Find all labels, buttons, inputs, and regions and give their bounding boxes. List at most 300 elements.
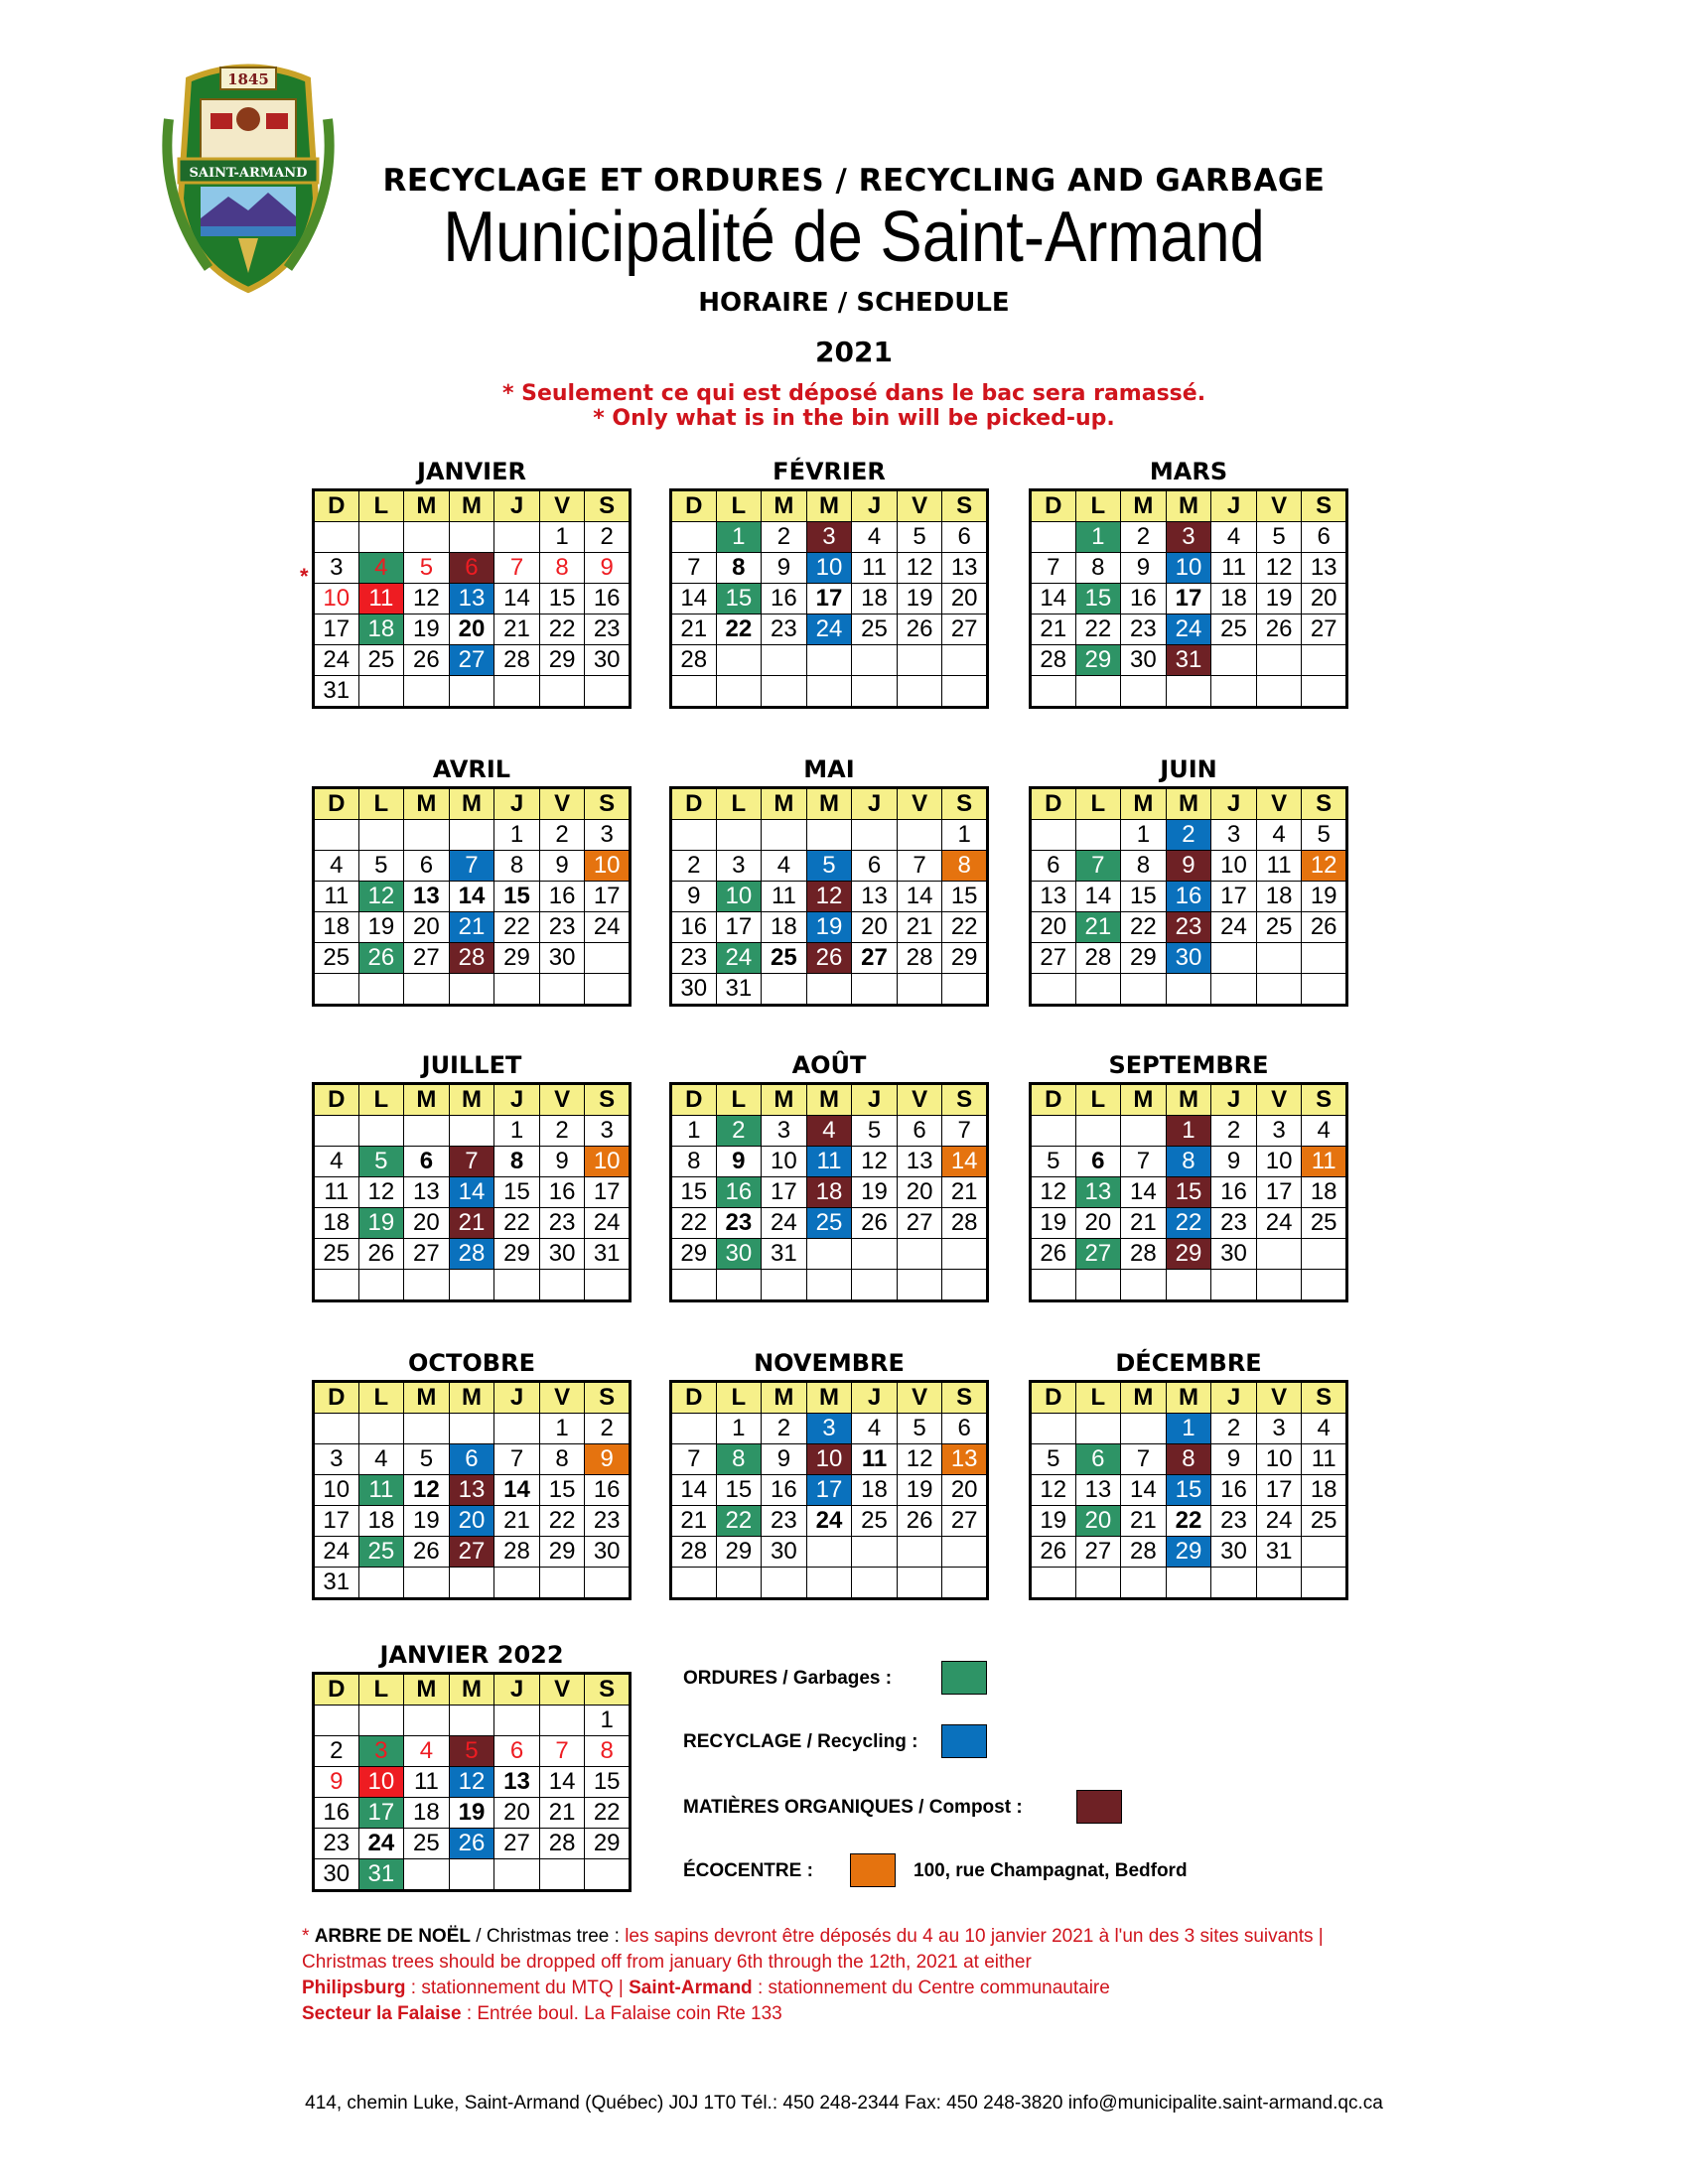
day-cell: 12	[449, 1767, 494, 1798]
day-header: D	[314, 1382, 359, 1414]
day-cell: 10	[585, 1147, 631, 1177]
day-cell: 20	[404, 1208, 450, 1239]
month-table	[312, 1380, 632, 1600]
day-cell: 30	[762, 1537, 807, 1568]
day-header: D	[1031, 1084, 1076, 1116]
day-cell: 20	[404, 912, 450, 943]
day-cell: 21	[1121, 1506, 1167, 1537]
day-cell: 12	[897, 1444, 942, 1475]
month-calendar	[312, 1638, 632, 1892]
day-cell	[1302, 1270, 1347, 1301]
day-cell	[449, 676, 494, 708]
day-cell: 16	[314, 1798, 359, 1829]
week-row	[314, 974, 631, 1006]
day-header: L	[358, 788, 404, 820]
ecocentre-address: 100, rue Champagnat, Bedford	[914, 1860, 1188, 1881]
day-cell: 17	[1211, 882, 1257, 912]
day-cell: 23	[762, 1506, 807, 1537]
week-row	[671, 584, 988, 614]
site-philipsburg-text: : stationnement du MTQ |	[405, 1978, 630, 1998]
day-cell: 18	[1211, 584, 1257, 614]
day-cell: 7	[1121, 1147, 1167, 1177]
week-row	[671, 974, 988, 1006]
day-cell	[762, 974, 807, 1006]
month-calendar	[312, 1048, 632, 1302]
day-cell: 3	[806, 1414, 852, 1444]
day-cell	[404, 1270, 450, 1301]
day-cell	[494, 676, 540, 708]
day-cell: 20	[897, 1177, 942, 1208]
day-cell: 5	[1031, 1444, 1076, 1475]
day-cell: 9	[762, 553, 807, 584]
day-header: V	[1256, 1382, 1302, 1414]
day-cell: 29	[1075, 645, 1121, 676]
day-cell: 23	[585, 1506, 631, 1537]
day-cell	[942, 1270, 988, 1301]
day-cell: 15	[494, 882, 540, 912]
legend-swatch	[1076, 1790, 1122, 1824]
day-cell: 28	[494, 1537, 540, 1568]
day-cell: 10	[762, 1147, 807, 1177]
day-cell: 10	[1211, 851, 1257, 882]
day-cell: 26	[404, 1537, 450, 1568]
schedule-year: 2021	[815, 336, 893, 368]
day-cell: 8	[539, 1444, 585, 1475]
day-cell: 25	[1256, 912, 1302, 943]
day-cell: 12	[404, 584, 450, 614]
day-header: M	[1121, 1382, 1167, 1414]
day-cell: 5	[449, 1736, 494, 1767]
day-cell	[897, 974, 942, 1006]
day-cell	[897, 1568, 942, 1599]
day-cell	[494, 974, 540, 1006]
day-cell: 12	[852, 1147, 898, 1177]
month-table	[312, 786, 632, 1007]
site-saint-armand-text: : stationnement du Centre communautaire	[752, 1978, 1110, 1998]
day-header: M	[449, 1084, 494, 1116]
day-cell	[762, 1270, 807, 1301]
day-cell	[314, 1414, 359, 1444]
day-cell: 22	[671, 1208, 717, 1239]
day-cell: 21	[494, 614, 540, 645]
day-cell: 17	[314, 614, 359, 645]
day-cell	[449, 820, 494, 851]
day-cell: 5	[404, 1444, 450, 1475]
day-cell: 2	[585, 522, 631, 553]
day-cell: 30	[1121, 645, 1167, 676]
day-cell	[1166, 1568, 1211, 1599]
day-cell: 2	[539, 820, 585, 851]
day-cell: 10	[806, 553, 852, 584]
day-cell: 5	[404, 553, 450, 584]
day-cell	[716, 1568, 762, 1599]
day-cell: 8	[942, 851, 988, 882]
municipal-address: 414, chemin Luke, Saint-Armand (Québec) J0J 1T0 Tél.: 450 248-2344 Fax: 450 248-3820 info@municipalite.saint-armand.qc.ca	[305, 2093, 1383, 2114]
day-cell	[358, 820, 404, 851]
day-cell: 13	[852, 882, 898, 912]
day-cell: 16	[539, 882, 585, 912]
day-cell: 22	[494, 1208, 540, 1239]
week-row	[314, 912, 631, 943]
day-cell	[1031, 1568, 1076, 1599]
day-cell	[942, 676, 988, 708]
day-cell: 6	[404, 1147, 450, 1177]
month-name: AOÛT	[791, 1051, 867, 1079]
day-cell	[1256, 943, 1302, 974]
week-row	[314, 676, 631, 708]
week-row	[1031, 676, 1347, 708]
day-header: M	[806, 1382, 852, 1414]
day-cell: 3	[358, 1736, 404, 1767]
week-row	[314, 1537, 631, 1568]
month-table	[1029, 1380, 1348, 1600]
day-cell	[852, 820, 898, 851]
day-header-row	[1031, 788, 1347, 820]
day-cell: 28	[539, 1829, 585, 1859]
day-header: D	[314, 490, 359, 522]
legend-swatch	[941, 1724, 987, 1758]
day-header: J	[494, 788, 540, 820]
week-row	[1031, 522, 1347, 553]
day-cell: 30	[314, 1859, 359, 1891]
day-cell	[1031, 1414, 1076, 1444]
day-cell: 13	[449, 584, 494, 614]
day-cell: 7	[449, 1147, 494, 1177]
day-cell: 26	[1031, 1239, 1076, 1270]
week-row	[671, 522, 988, 553]
day-cell	[449, 1706, 494, 1736]
day-cell	[806, 1568, 852, 1599]
day-cell: 13	[1031, 882, 1076, 912]
week-row	[314, 820, 631, 851]
day-header: S	[585, 1084, 631, 1116]
day-cell: 1	[494, 1116, 540, 1147]
day-cell: 22	[1166, 1506, 1211, 1537]
month-name: OCTOBRE	[408, 1349, 535, 1377]
day-header: M	[762, 490, 807, 522]
day-cell: 23	[539, 912, 585, 943]
day-cell	[897, 676, 942, 708]
day-cell: 14	[494, 1475, 540, 1506]
day-cell: 5	[897, 522, 942, 553]
day-cell: 25	[314, 1239, 359, 1270]
day-header: D	[314, 1674, 359, 1706]
day-cell: 22	[716, 614, 762, 645]
day-cell: 25	[404, 1829, 450, 1859]
day-cell: 8	[1166, 1147, 1211, 1177]
day-cell: 24	[1166, 614, 1211, 645]
day-cell: 3	[806, 522, 852, 553]
day-cell: 6	[1031, 851, 1076, 882]
month-name: JUIN	[1160, 755, 1217, 783]
day-cell: 1	[1121, 820, 1167, 851]
day-header: M	[1166, 788, 1211, 820]
day-cell: 17	[762, 1177, 807, 1208]
day-header: J	[1211, 1084, 1257, 1116]
day-cell: 28	[494, 645, 540, 676]
day-cell	[942, 974, 988, 1006]
day-cell	[1075, 1116, 1121, 1147]
day-cell: 22	[539, 614, 585, 645]
day-cell: 29	[585, 1829, 631, 1859]
month-calendar	[669, 1048, 989, 1302]
day-header: L	[1075, 490, 1121, 522]
day-cell: 27	[897, 1208, 942, 1239]
day-cell: 4	[358, 1444, 404, 1475]
week-row	[1031, 974, 1347, 1006]
day-cell: 6	[1075, 1444, 1121, 1475]
day-cell: 24	[806, 1506, 852, 1537]
day-cell: 30	[539, 1239, 585, 1270]
day-cell: 30	[671, 974, 717, 1006]
day-cell: 26	[806, 943, 852, 974]
day-cell	[449, 522, 494, 553]
day-cell: 31	[314, 1568, 359, 1599]
day-cell: 7	[671, 553, 717, 584]
day-cell: 15	[716, 1475, 762, 1506]
day-cell	[762, 820, 807, 851]
day-cell: 22	[539, 1506, 585, 1537]
day-cell: 24	[762, 1208, 807, 1239]
day-cell	[1302, 645, 1347, 676]
day-cell	[897, 1270, 942, 1301]
day-cell	[358, 522, 404, 553]
week-row	[671, 1444, 988, 1475]
day-header: J	[1211, 1382, 1257, 1414]
day-cell: 17	[806, 1475, 852, 1506]
site-falaise-text: : Entrée boul. La Falaise coin Rte 133	[461, 2003, 782, 2024]
day-header-row	[671, 1084, 988, 1116]
month-calendar	[1029, 455, 1348, 709]
day-cell: 4	[358, 553, 404, 584]
month-calendar	[1029, 1346, 1348, 1600]
day-cell: 23	[762, 614, 807, 645]
day-cell: 27	[404, 943, 450, 974]
week-row	[314, 522, 631, 553]
day-cell: 31	[762, 1239, 807, 1270]
day-cell: 1	[539, 1414, 585, 1444]
day-cell: 16	[671, 912, 717, 943]
day-cell: 10	[1256, 1147, 1302, 1177]
day-header: M	[1166, 1084, 1211, 1116]
month-name: FÉVRIER	[773, 458, 886, 485]
day-cell: 11	[762, 882, 807, 912]
day-cell	[716, 820, 762, 851]
day-cell: 9	[1121, 553, 1167, 584]
week-row	[671, 820, 988, 851]
day-cell: 29	[716, 1537, 762, 1568]
day-cell	[539, 1568, 585, 1599]
day-header: V	[897, 788, 942, 820]
day-cell: 9	[671, 882, 717, 912]
day-cell	[449, 1116, 494, 1147]
day-cell	[1302, 1568, 1347, 1599]
month-name: AVRIL	[432, 755, 511, 783]
day-cell: 8	[716, 1444, 762, 1475]
week-row	[1031, 614, 1347, 645]
day-cell: 14	[494, 584, 540, 614]
day-cell: 8	[671, 1147, 717, 1177]
day-cell: 16	[539, 1177, 585, 1208]
day-header-row	[314, 1382, 631, 1414]
week-row	[1031, 943, 1347, 974]
day-cell: 2	[1211, 1414, 1257, 1444]
month-table	[1029, 1082, 1348, 1302]
day-cell: 8	[1075, 553, 1121, 584]
day-cell: 30	[1211, 1239, 1257, 1270]
day-header: V	[539, 490, 585, 522]
day-cell: 17	[358, 1798, 404, 1829]
day-header: L	[1075, 1382, 1121, 1414]
day-cell: 24	[1256, 1506, 1302, 1537]
day-cell	[314, 522, 359, 553]
day-cell: 24	[314, 645, 359, 676]
day-header: J	[494, 1382, 540, 1414]
week-row	[671, 1239, 988, 1270]
day-header: L	[716, 1382, 762, 1414]
day-cell: 13	[1302, 553, 1347, 584]
day-cell: 6	[404, 851, 450, 882]
week-row	[314, 1270, 631, 1301]
day-cell: 8	[1166, 1444, 1211, 1475]
footnote-title-en: / Christmas tree :	[470, 1926, 626, 1947]
day-header: L	[716, 490, 762, 522]
legend-label: ORDURES / Garbages :	[683, 1668, 893, 1689]
legend-swatch	[850, 1853, 896, 1887]
day-cell: 14	[671, 1475, 717, 1506]
day-cell: 3	[716, 851, 762, 882]
day-cell: 19	[1031, 1208, 1076, 1239]
day-cell	[1166, 676, 1211, 708]
day-cell: 10	[358, 1767, 404, 1798]
week-row	[314, 584, 631, 614]
crest-banner: SAINT-ARMAND	[189, 166, 308, 181]
day-cell: 19	[1256, 584, 1302, 614]
day-cell	[539, 1270, 585, 1301]
day-header: S	[585, 490, 631, 522]
day-cell: 29	[539, 1537, 585, 1568]
day-cell: 2	[539, 1116, 585, 1147]
day-header: D	[1031, 490, 1076, 522]
day-cell: 22	[494, 912, 540, 943]
day-cell: 31	[585, 1239, 631, 1270]
day-cell: 7	[1075, 851, 1121, 882]
day-cell: 14	[1031, 584, 1076, 614]
day-header: V	[1256, 788, 1302, 820]
day-cell	[1031, 1270, 1076, 1301]
day-cell	[494, 1568, 540, 1599]
day-cell: 28	[671, 1537, 717, 1568]
day-cell	[404, 1706, 450, 1736]
day-header-row	[671, 1382, 988, 1414]
day-header: D	[671, 788, 717, 820]
day-cell: 28	[1121, 1537, 1167, 1568]
day-header: M	[762, 1382, 807, 1414]
day-header: V	[897, 1084, 942, 1116]
day-cell: 16	[1166, 882, 1211, 912]
day-cell: 12	[806, 882, 852, 912]
month-calendar	[669, 1346, 989, 1600]
day-header: M	[404, 1382, 450, 1414]
day-cell: 16	[1211, 1475, 1257, 1506]
day-cell: 26	[897, 1506, 942, 1537]
day-cell: 21	[449, 1208, 494, 1239]
day-cell: 10	[806, 1444, 852, 1475]
month-table	[669, 488, 989, 709]
day-cell: 15	[1075, 584, 1121, 614]
week-row	[1031, 1475, 1347, 1506]
day-cell	[806, 1270, 852, 1301]
month-table	[669, 1082, 989, 1302]
day-cell: 5	[1256, 522, 1302, 553]
day-header: S	[585, 1382, 631, 1414]
day-cell: 23	[671, 943, 717, 974]
day-cell	[404, 820, 450, 851]
day-cell: 9	[539, 1147, 585, 1177]
day-cell: 26	[897, 614, 942, 645]
day-cell: 21	[1121, 1208, 1167, 1239]
day-cell: 19	[1031, 1506, 1076, 1537]
day-cell: 25	[358, 1537, 404, 1568]
day-cell: 16	[716, 1177, 762, 1208]
day-cell: 9	[1211, 1444, 1257, 1475]
day-cell: 12	[404, 1475, 450, 1506]
day-header: S	[942, 1084, 988, 1116]
site-saint-armand: Saint-Armand	[629, 1978, 753, 1998]
christmas-tree-footnote	[302, 1924, 1394, 2027]
day-cell: 30	[585, 1537, 631, 1568]
day-cell: 1	[1075, 522, 1121, 553]
day-header: S	[1302, 1382, 1347, 1414]
day-cell: 29	[671, 1239, 717, 1270]
day-cell	[852, 645, 898, 676]
day-cell: 19	[358, 912, 404, 943]
day-cell: 5	[358, 1147, 404, 1177]
week-row	[314, 1444, 631, 1475]
day-header: M	[806, 1084, 852, 1116]
day-cell: 16	[762, 1475, 807, 1506]
day-cell	[404, 1116, 450, 1147]
day-cell: 12	[358, 882, 404, 912]
day-cell: 25	[1211, 614, 1257, 645]
day-cell	[314, 1116, 359, 1147]
day-cell: 15	[539, 1475, 585, 1506]
day-cell	[1302, 1239, 1347, 1270]
day-cell: 9	[762, 1444, 807, 1475]
day-cell: 7	[942, 1116, 988, 1147]
day-cell: 26	[449, 1829, 494, 1859]
day-header: S	[942, 490, 988, 522]
day-header: J	[852, 788, 898, 820]
month-table	[669, 786, 989, 1007]
week-row	[671, 1177, 988, 1208]
day-cell	[314, 820, 359, 851]
day-cell: 5	[1302, 820, 1347, 851]
day-cell: 14	[897, 882, 942, 912]
day-cell: 24	[1256, 1208, 1302, 1239]
day-cell: 27	[942, 614, 988, 645]
day-cell: 13	[404, 882, 450, 912]
day-header: M	[1121, 1084, 1167, 1116]
footnote-star: *	[302, 1926, 310, 1947]
day-cell: 25	[1302, 1208, 1347, 1239]
day-cell: 27	[1075, 1537, 1121, 1568]
month-calendar	[312, 752, 632, 1007]
day-header: M	[404, 490, 450, 522]
day-cell	[852, 676, 898, 708]
day-cell: 6	[942, 522, 988, 553]
header-title-recycling: RECYCLAGE ET ORDURES / RECYCLING AND GARBAGE	[382, 163, 1326, 199]
